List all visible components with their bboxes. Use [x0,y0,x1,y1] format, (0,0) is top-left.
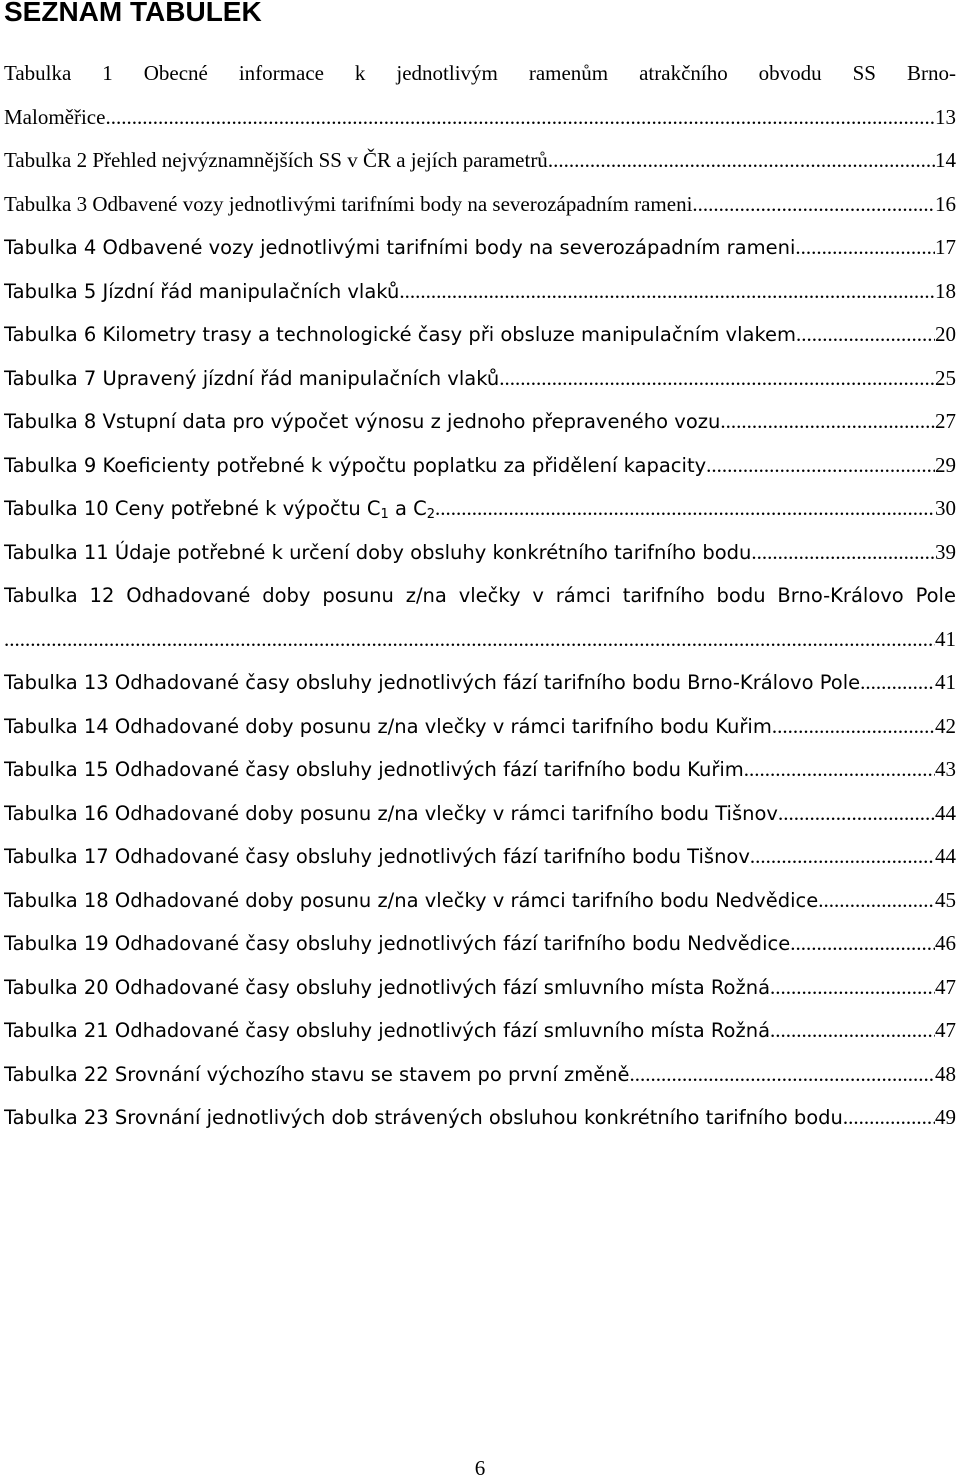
toc-entry-text: Tabulka 11 Údaje potřebné k určení doby obsluhy konkrétního tarifního bodu [4,540,752,564]
toc-entry-9[interactable] [4,444,956,488]
toc-entry-page: 44 [935,800,956,825]
toc-entry-14[interactable] [4,705,956,749]
word: ramenům [528,61,609,85]
toc-entry-page: 13 [935,104,956,129]
toc-entry-page: 17 [935,235,956,259]
toc-entry-12-first-line-text [4,574,956,618]
toc-entry-1[interactable] [4,96,956,140]
toc-entry-12[interactable] [4,618,956,662]
page-heading: SEZNAM TABULEK [4,0,262,27]
subscript: 1 [380,507,389,522]
table-list [4,52,956,1140]
dot-leader [630,1053,935,1097]
toc-entry-page: 41 [935,626,956,651]
toc-entry-text: Tabulka 2 Přehled nejvýznamnějších SS v ČR a jejích parametrů [4,148,548,172]
dot-leader [4,618,935,662]
toc-entry-text: Tabulka 9 Koeficienty potřebné k výpočtu poplatku za přidělení kapacity [4,453,707,477]
dot-leader [499,357,935,401]
toc-entry-text: Tabulka 23 Srovnání jednotlivých dob strávených obsluhou konkrétního tarifního bodu [4,1106,843,1129]
dot-leader [843,1096,935,1140]
toc-entry-15[interactable] [4,748,956,792]
toc-entry-page: 16 [935,191,956,216]
toc-entry-text: Tabulka 3 Odbavené vozy jednotlivými tarifními body na severozápadním rameni [4,191,693,216]
dot-leader [770,1009,935,1053]
toc-entry-text: Tabulka 7 Upravený jízdní řád manipulačních vlaků [4,366,500,390]
dot-leader [105,96,935,140]
toc-entry-23[interactable] [4,1096,956,1140]
toc-entry-text: Tabulka 6 Kilometry trasy a technologické časy při obsluze manipulačním vlakem [4,323,797,346]
toc-entry-page: 45 [935,887,956,912]
toc-entry-11[interactable] [4,531,956,575]
toc-entry-page: 47 [935,1018,956,1042]
dot-leader [750,835,935,879]
toc-entry-text: Tabulka 19 Odhadované časy obsluhy jednotlivých fází tarifního bodu Nedvědice [4,932,791,955]
dot-leader [796,313,935,357]
toc-entry-10[interactable] [4,487,956,531]
word: rámci [555,584,611,607]
dot-leader [720,400,935,444]
toc-entry-text: Tabulka 16 Odhadované doby posunu z/na vlečky v rámci tarifního bodu Tišnov [4,801,778,825]
dot-leader [818,879,935,923]
toc-entry-text: Tabulka 5 Jízdní řád manipulačních vlaků [4,279,400,303]
word: informace [238,61,324,85]
dot-leader [770,966,935,1010]
toc-entry-page: 39 [935,539,956,564]
word: Tabulka [4,584,78,607]
toc-entry-4[interactable] [4,226,956,270]
toc-entry-text: Tabulka 20 Odhadované časy obsluhy jednotlivých fází smluvního místa Rožná [4,975,771,999]
word: obvodu [758,61,822,85]
toc-entry-text: Maloměřice [4,104,106,129]
word: vlečky [458,584,521,607]
toc-entry-16[interactable] [4,792,956,836]
dot-leader [692,183,935,227]
toc-entry-text: Tabulka 14 Odhadované doby posunu z/na vlečky v rámci tarifního bodu Kuřim [4,714,772,738]
toc-entry-7[interactable] [4,357,956,401]
toc-entry-text: Tabulka 17 Odhadované časy obsluhy jednotlivých fází tarifního bodu Tišnov [4,845,750,868]
toc-entry-text: Tabulka 18 Odhadované doby posunu z/na vlečky v rámci tarifního bodu Nedvědice [4,888,819,912]
dot-leader [778,792,935,836]
word: SS [852,61,876,85]
toc-entry-2[interactable] [4,139,956,183]
toc-entry-3[interactable] [4,183,956,227]
subscript: 2 [426,507,436,522]
toc-entry-page: 14 [935,148,956,172]
toc-entry-1-first-line[interactable] [4,52,956,96]
word: z/na [405,584,447,607]
toc-entry-6[interactable] [4,313,956,357]
dot-leader [435,487,935,531]
toc-entry-text: Tabulka 4 Odbavené vozy jednotlivými tarifními body na severozápadním rameni [4,236,796,259]
toc-entry-19[interactable] [4,922,956,966]
toc-entry-13[interactable] [4,661,956,705]
page-number: 6 [474,1456,486,1480]
toc-entry-page: 46 [935,931,956,955]
word: atrakčního [639,61,728,85]
toc-entry-page: 49 [935,1105,956,1129]
word: Odhadované [126,584,251,607]
dot-leader [790,922,935,966]
word: bodu [716,584,766,607]
word: Brno-Královo [777,584,904,607]
toc-entry-8[interactable] [4,400,956,444]
dot-leader [795,226,935,270]
dot-leader [548,139,935,183]
word: doby [262,584,311,607]
toc-entry-page: 27 [935,409,956,433]
word: 1 [102,61,113,85]
toc-entry-22[interactable] [4,1053,956,1097]
toc-entry-17[interactable] [4,835,956,879]
word: Tabulka [4,61,72,85]
word: Brno- [906,61,956,85]
dot-leader [706,444,935,488]
toc-entry-page: 41 [935,670,956,694]
dot-leader [751,531,935,575]
toc-entry-page: 48 [935,1061,956,1086]
toc-entry-page: 43 [935,757,956,781]
word: Obecné [143,61,208,85]
dot-leader [744,748,935,792]
dot-leader [399,270,935,314]
toc-entry-page: 44 [935,844,956,868]
word: tarifního [622,584,705,607]
word: 12 [89,584,115,607]
toc-entry-text: Tabulka 8 Vstupní data pro výpočet výnosu z jednoho přepraveného vozu [4,410,721,433]
toc-entry-5[interactable] [4,270,956,314]
toc-entry-page: 47 [935,974,956,999]
dot-leader [772,705,935,749]
toc-entry-text-part: Tabulka 10 Ceny potřebné k výpočtu C [4,497,381,520]
toc-entry-text: Tabulka 15 Odhadované časy obsluhy jednotlivých fází tarifního bodu Kuřim [4,758,744,781]
toc-entry-text-part: a C [388,497,427,520]
toc-entry-page: 20 [935,322,956,346]
word: Pole [915,584,956,607]
toc-entry-12-first-line[interactable] [4,574,956,618]
toc-entry-page: 18 [935,278,956,303]
word: k [354,61,366,85]
dot-leader [860,661,935,705]
toc-entry-text [4,487,435,531]
word: posunu [322,584,394,607]
toc-entry-21[interactable] [4,1009,956,1053]
word: v [532,584,544,607]
toc-entry-page: 30 [935,496,956,520]
toc-entry-20[interactable] [4,966,956,1010]
toc-entry-page: 42 [935,713,956,738]
toc-entry-text: Tabulka 22 Srovnání výchozího stavu se stavem po první změně [4,1062,630,1086]
toc-entry-text: Tabulka 13 Odhadované časy obsluhy jednotlivých fází tarifního bodu Brno-Královo Pole [4,671,861,694]
toc-entry-page: 25 [935,365,956,390]
toc-entry-page: 29 [935,452,956,477]
toc-entry-text: Tabulka 21 Odhadované časy obsluhy jednotlivých fází smluvního místa Rožná [4,1019,771,1042]
word: jednotlivým [396,61,498,85]
toc-entry-18[interactable] [4,879,956,923]
toc-entry-1-first-line-text [4,52,956,96]
